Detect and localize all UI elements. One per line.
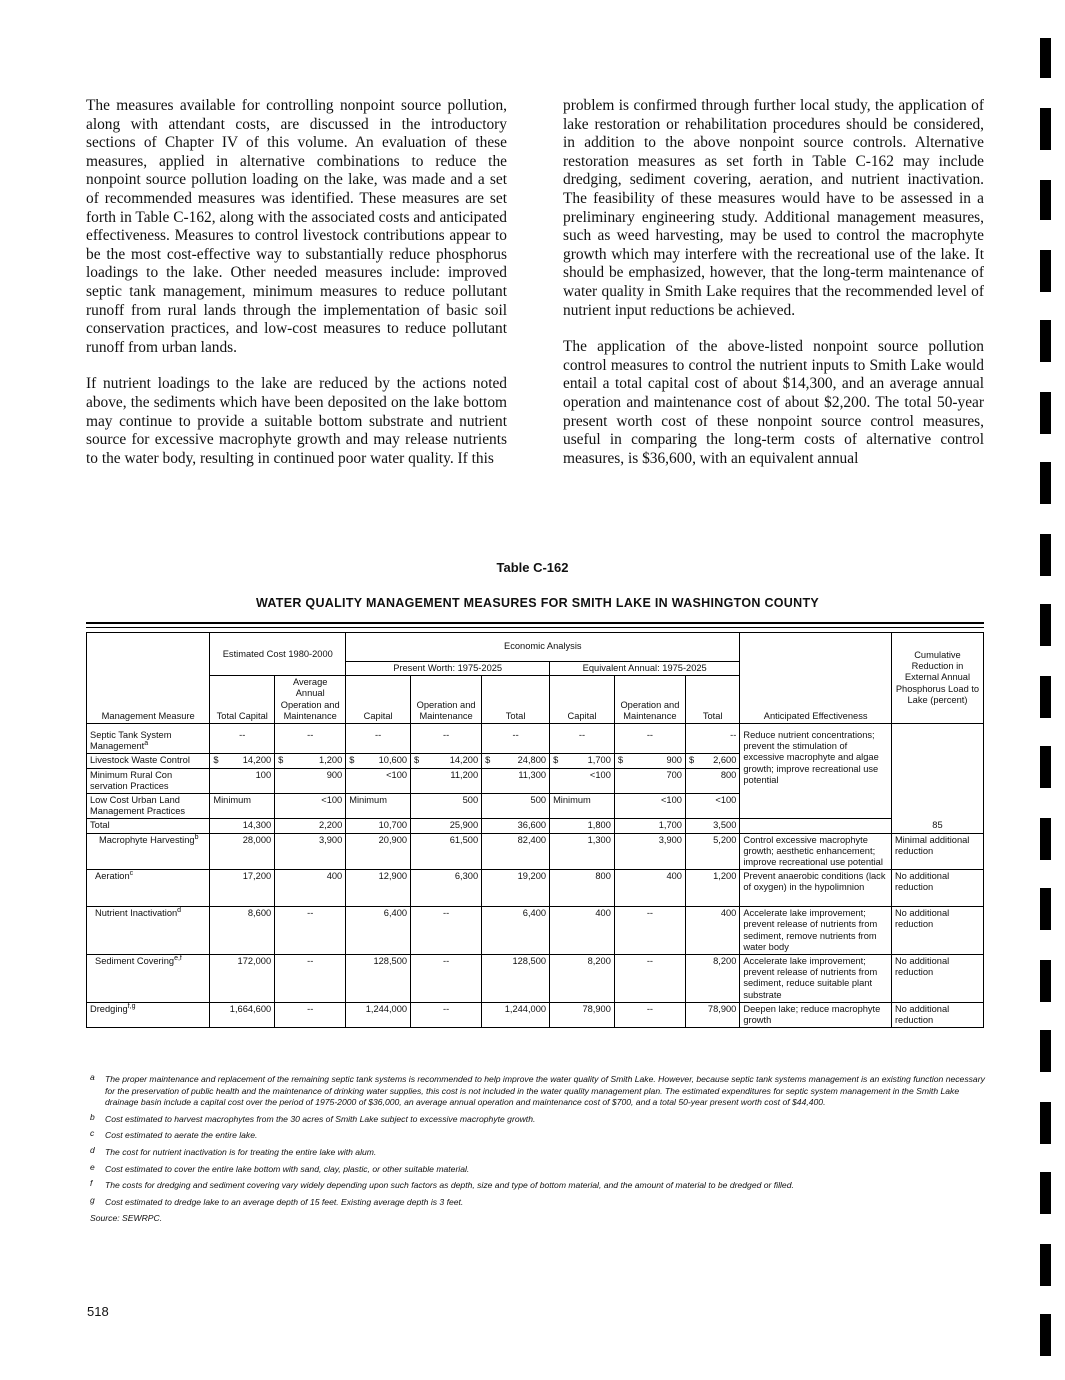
table-cell: $ 1,200 bbox=[275, 754, 346, 768]
currency-symbol: $ bbox=[553, 755, 559, 766]
table-top-rule-thin bbox=[86, 627, 984, 628]
table-cell: <100 bbox=[614, 794, 685, 819]
table-cell: 128,500 bbox=[482, 955, 550, 1003]
measure-cell: Septic Tank System Management$^a$ bbox=[87, 724, 210, 754]
effectiveness-cell: Accelerate lake improvement; prevent release of nutrients from sediment, remove nutrients from water body bbox=[740, 907, 892, 955]
registration-mark bbox=[1040, 604, 1051, 646]
table-cell: 800 bbox=[685, 768, 739, 793]
table-cell: -- bbox=[614, 1002, 685, 1027]
registration-mark bbox=[1040, 1102, 1051, 1144]
table-cell: 700 bbox=[614, 768, 685, 793]
table-cell: 1,800 bbox=[550, 819, 615, 833]
registration-mark bbox=[1040, 746, 1051, 788]
table-cell: 1,244,000 bbox=[346, 1002, 411, 1027]
footnote: a The proper maintenance and replacement of the remaining septic tank systems is recommended to help improve the water quality of Smith Lake. However, because septic tank systems management is an existing function necessary for the preservation of public health and the maintenance of drinking water supplies, this cost is not included in the water quality management plan. The estimated expenditures for septic system management in the Smith Lake drainage basin include a capital cost over the period of 1975-2000 of $36,000, an average annual operation and maintenance cost of $700, and a total 50-year present worth cost of $44,400. bbox=[90, 1072, 985, 1108]
table-cell: 10,700 bbox=[346, 819, 411, 833]
table-cell: 172,000 bbox=[210, 955, 275, 1003]
header-eq-om: Operation and Maintenance bbox=[614, 676, 685, 724]
currency-symbol: $ bbox=[213, 755, 219, 766]
table-top-rule bbox=[86, 622, 984, 624]
effectiveness-cell: Prevent anaerobic conditions (lack of oxygen) in the hypolimnion bbox=[740, 870, 892, 907]
table-cell: 900 bbox=[275, 768, 346, 793]
table-title: WATER QUALITY MANAGEMENT MEASURES FOR SMITH LAKE IN WASHINGTON COUNTY bbox=[255, 596, 820, 610]
table-cell: 2,200 bbox=[275, 819, 346, 833]
footnote: d The cost for nutrient inactivation is for treating the entire lake with alum. bbox=[90, 1144, 377, 1157]
registration-mark bbox=[1040, 462, 1051, 504]
page-number: 518 bbox=[87, 1304, 109, 1319]
registration-mark bbox=[1040, 108, 1051, 150]
table-cell: 3,900 bbox=[614, 833, 685, 870]
table-cell: 500 bbox=[411, 794, 482, 819]
table-cell: 82,400 bbox=[482, 833, 550, 870]
table-cell: 400 bbox=[550, 907, 615, 955]
body-column-right bbox=[563, 97, 984, 486]
table-cell: 1,300 bbox=[550, 833, 615, 870]
table-cell: 3,500 bbox=[685, 819, 739, 833]
currency-symbol: $ bbox=[414, 755, 420, 766]
table-cell: 100 bbox=[210, 768, 275, 793]
table-cell: 5,200 bbox=[685, 833, 739, 870]
table-cell: 400 bbox=[275, 870, 346, 907]
header-pw-total: Total bbox=[482, 676, 550, 724]
measure-cell: Minimum Rural Con servation Practices bbox=[87, 768, 210, 793]
table-cell: 25,900 bbox=[411, 819, 482, 833]
measure-cell: Sediment Covering$^{e,f}$ bbox=[87, 955, 210, 1003]
table-cell: 14,300 bbox=[210, 819, 275, 833]
table-cell: 400 bbox=[614, 870, 685, 907]
table-cell: 17,200 bbox=[210, 870, 275, 907]
header-blank bbox=[740, 662, 892, 676]
table-cell bbox=[740, 819, 892, 833]
table-cell: -- bbox=[411, 907, 482, 955]
table-cell: 8,200 bbox=[550, 955, 615, 1003]
table-cell: 11,300 bbox=[482, 768, 550, 793]
measure-cell: Macrophyte Harvesting$^b$ bbox=[87, 833, 210, 870]
body-paragraph: If nutrient loadings to the lake are reduced by the actions noted above, the sediments which have been deposited on the lake bottom may continue to provide a suitable bottom substrate and nutrient source for excessive macrophyte growth and may release nutrients to the water body, resulting in continued poor water quality. If this bbox=[86, 375, 507, 467]
header-eq-capital: Capital bbox=[550, 676, 615, 724]
management-measures-table bbox=[86, 632, 984, 1028]
table-cell: $ 1,700 bbox=[550, 754, 615, 768]
table-cell: -- bbox=[346, 724, 411, 754]
header-economic-analysis: Economic Analysis bbox=[346, 633, 740, 662]
table-cell: 500 bbox=[482, 794, 550, 819]
table-cell: 12,900 bbox=[346, 870, 411, 907]
table-cell: -- bbox=[614, 907, 685, 955]
table-cell: -- bbox=[275, 724, 346, 754]
table-cell: <100 bbox=[685, 794, 739, 819]
table-cell: $ 24,800 bbox=[482, 754, 550, 768]
header-blank bbox=[87, 633, 210, 662]
currency-symbol: $ bbox=[278, 755, 284, 766]
header-eq-total: Total bbox=[685, 676, 739, 724]
header-present-worth: Present Worth: 1975-2025 bbox=[346, 662, 550, 676]
footnote: e Cost estimated to cover the entire lake bottom with sand, clay, plastic, or other suitable material. bbox=[90, 1161, 470, 1174]
table-cell: 3,900 bbox=[275, 833, 346, 870]
table-cell: -- bbox=[411, 955, 482, 1003]
reduction-cell: No additional reduction bbox=[891, 870, 983, 907]
table-cell: -- bbox=[210, 724, 275, 754]
footnote: c Cost estimated to aerate the entire lake. bbox=[90, 1128, 258, 1141]
measure-cell: Low Cost Urban Land Management Practices bbox=[87, 794, 210, 819]
body-paragraph: The application of the above-listed nonpoint source pollution control measures to control the nutrient inputs to Smith Lake would entail a total capital cost of about $14,300, and an average annual operation and maintenance cost of about $2,200. The total 50-year present worth cost of these nonpoint source control measures, useful in comparing the long-term costs of alternative control measures, is $36,600, with an equivalent annual bbox=[563, 338, 984, 467]
table-cell: <100 bbox=[550, 768, 615, 793]
table-cell: $ 14,200 bbox=[210, 754, 275, 768]
header-pw-om: Operation and Maintenance bbox=[411, 676, 482, 724]
table-container bbox=[86, 622, 984, 1028]
reduction-cell: Minimal additional reduction bbox=[891, 833, 983, 870]
table-cell: -- bbox=[614, 955, 685, 1003]
effectiveness-cell: Reduce nutrient concentrations; prevent the stimulation of excessive macrophyte and algae growth; improve recreational use potential bbox=[740, 724, 892, 819]
table-cell: $ 2,600 bbox=[685, 754, 739, 768]
table-cell: 28,000 bbox=[210, 833, 275, 870]
header-management-measure: Management Measure bbox=[87, 676, 210, 724]
effectiveness-cell: Deepen lake; reduce macrophyte growth bbox=[740, 1002, 892, 1027]
registration-mark bbox=[1040, 818, 1051, 860]
table-cell: 36,600 bbox=[482, 819, 550, 833]
table-cell: 61,500 bbox=[411, 833, 482, 870]
table-cell: 1,664,600 bbox=[210, 1002, 275, 1027]
table-caption: Table C-162 bbox=[496, 560, 569, 575]
registration-mark bbox=[1040, 250, 1051, 292]
table-row bbox=[87, 870, 984, 907]
table-cell: 1,200 bbox=[685, 870, 739, 907]
table-cell: 78,900 bbox=[685, 1002, 739, 1027]
table-cell: -- bbox=[411, 1002, 482, 1027]
table-cell: 11,200 bbox=[411, 768, 482, 793]
table-cell: 8,200 bbox=[685, 955, 739, 1003]
table-row-total bbox=[87, 819, 984, 833]
header-estimated-cost: Estimated Cost 1980-2000 bbox=[210, 633, 346, 676]
table-row bbox=[87, 955, 984, 1003]
currency-symbol: $ bbox=[485, 755, 491, 766]
table-cell: -- bbox=[275, 1002, 346, 1027]
table-cell: $ 14,200 bbox=[411, 754, 482, 768]
table-cell: $ 10,600 bbox=[346, 754, 411, 768]
table-cell: Minimum bbox=[346, 794, 411, 819]
reduction-cell: No additional reduction bbox=[891, 907, 983, 955]
table-cell: 128,500 bbox=[346, 955, 411, 1003]
header-anticipated-effectiveness: Anticipated Effectiveness bbox=[740, 676, 892, 724]
registration-mark bbox=[1040, 320, 1051, 362]
header-blank bbox=[740, 633, 892, 662]
body-paragraph: problem is confirmed through further local study, the application of lake restoration or rehabilitation procedures should be considered, in addition to the above nonpoint source controls. Alternative restoration measures as set forth in Table C-162 may include dredging, sediment covering, aeration, and nutrient inactivation. The feasibility of these measures would have to be assessed in a preliminary engineering study. Additional management measures, such as weed harvesting, may be used to control the macrophyte growth which may interfere with the recreational use of the lake. It should be emphasized, however, that the long-term maintenance of water quality in Smith Lake requires that the recommended level of nutrient input reductions be achieved. bbox=[563, 97, 984, 319]
scan-registration-marks bbox=[1040, 0, 1054, 1380]
measure-cell: Aeration$^c$ bbox=[87, 870, 210, 907]
table-cell: 6,300 bbox=[411, 870, 482, 907]
table-row bbox=[87, 833, 984, 870]
footnote: f The costs for dredging and sediment covering vary widely depending upon such factors as depth, size and type of bottom material, and the amount of material to be dredged or filled. bbox=[90, 1178, 794, 1191]
body-column-left bbox=[86, 97, 507, 486]
table-footnotes bbox=[90, 1074, 990, 1225]
table-cell: 19,200 bbox=[482, 870, 550, 907]
table-cell: -- bbox=[482, 724, 550, 754]
currency-symbol: $ bbox=[688, 755, 695, 766]
effectiveness-cell: Control excessive macrophyte growth; aesthetic enhancement; improve recreational use potential bbox=[740, 833, 892, 870]
table-row bbox=[87, 907, 984, 955]
header-total-capital: Total Capital bbox=[210, 676, 275, 724]
measure-cell: Nutrient Inactivation$^d$ bbox=[87, 907, 210, 955]
reduction-cell: No additional reduction bbox=[891, 955, 983, 1003]
table-cell: Minimum bbox=[210, 794, 275, 819]
table-row bbox=[87, 724, 984, 754]
source-note: Source: SEWRPC. bbox=[90, 1213, 163, 1224]
header-cumulative-reduction: Cumulative Reduction in External Annual Phosphorus Load to Lake (percent) bbox=[891, 633, 983, 724]
header-equivalent-annual: Equivalent Annual: 1975-2025 bbox=[550, 662, 740, 676]
table-cell: -- bbox=[275, 955, 346, 1003]
header-blank bbox=[87, 662, 210, 676]
table-cell: -- bbox=[275, 907, 346, 955]
table-cell: -- bbox=[614, 724, 685, 754]
table-cell: $ 900 bbox=[614, 754, 685, 768]
table-cell: <100 bbox=[275, 794, 346, 819]
table-cell: 400 bbox=[685, 907, 739, 955]
table-cell: 1,244,000 bbox=[482, 1002, 550, 1027]
currency-symbol: $ bbox=[617, 755, 624, 766]
registration-mark bbox=[1040, 180, 1051, 220]
table-cell: <100 bbox=[346, 768, 411, 793]
registration-mark bbox=[1040, 676, 1051, 718]
footnote: g Cost estimated to dredge lake to an average depth of 15 feet. Existing average depth is 3 feet. bbox=[90, 1194, 464, 1207]
registration-mark bbox=[1040, 1314, 1051, 1356]
registration-mark bbox=[1040, 1030, 1051, 1072]
registration-mark bbox=[1040, 38, 1051, 78]
measure-cell: Dredging$^{f,g}$ bbox=[87, 1002, 210, 1027]
reduction-cell: No additional reduction bbox=[891, 1002, 983, 1027]
currency-symbol: $ bbox=[349, 755, 355, 766]
table-cell: -- bbox=[550, 724, 615, 754]
table-cell: 8,600 bbox=[210, 907, 275, 955]
table-row bbox=[87, 1002, 984, 1027]
table-cell: 6,400 bbox=[346, 907, 411, 955]
table-cell: -- bbox=[685, 724, 739, 754]
measure-cell: Livestock Waste Control bbox=[87, 754, 210, 768]
body-paragraph: The measures available for controlling nonpoint source pollution, along with attendant costs, are discussed in the introductory sections of Chapter IV of this volume. An evaluation of these measures, applied in alternative combinations to reduce the nonpoint source pollution loading on the lake, was made and a set of recommended measures was identified. These measures are set forth in Table C-162, along with the associated costs and anticipated effectiveness. Measures to control livestock contributions appear to be the most cost-effective way to substantially reduce phosphorus loadings to the lake. Other needed measures include: improved septic tank management, minimum measures to reduce pollutant runoff from rural lands through the implementation of basic soil conservation practices, and low-cost measures to reduce pollutant runoff from urban lands. bbox=[86, 97, 507, 356]
table-cell: 800 bbox=[550, 870, 615, 907]
header-avg-annual-om: Average Annual Operation and Maintenance bbox=[275, 676, 346, 724]
registration-mark bbox=[1040, 888, 1051, 930]
table-cell: 1,700 bbox=[614, 819, 685, 833]
footnote: b Cost estimated to harvest macrophytes from the 30 acres of Smith Lake subject to excessive macrophyte growth. bbox=[90, 1111, 536, 1124]
effectiveness-cell: Accelerate lake improvement; prevent release of nutrients from sediment, reduce suitable plant substrate bbox=[740, 955, 892, 1003]
measure-cell: Total bbox=[87, 819, 210, 833]
reduction-cell: 85 bbox=[891, 724, 983, 834]
registration-mark bbox=[1040, 960, 1051, 1002]
table-cell: 20,900 bbox=[346, 833, 411, 870]
header-pw-capital: Capital bbox=[346, 676, 411, 724]
table-cell: Minimum bbox=[550, 794, 615, 819]
table-cell: -- bbox=[411, 724, 482, 754]
table-cell: 6,400 bbox=[482, 907, 550, 955]
registration-mark bbox=[1040, 392, 1051, 434]
registration-mark bbox=[1040, 1244, 1051, 1286]
table-cell: 78,900 bbox=[550, 1002, 615, 1027]
registration-mark bbox=[1040, 1172, 1051, 1214]
